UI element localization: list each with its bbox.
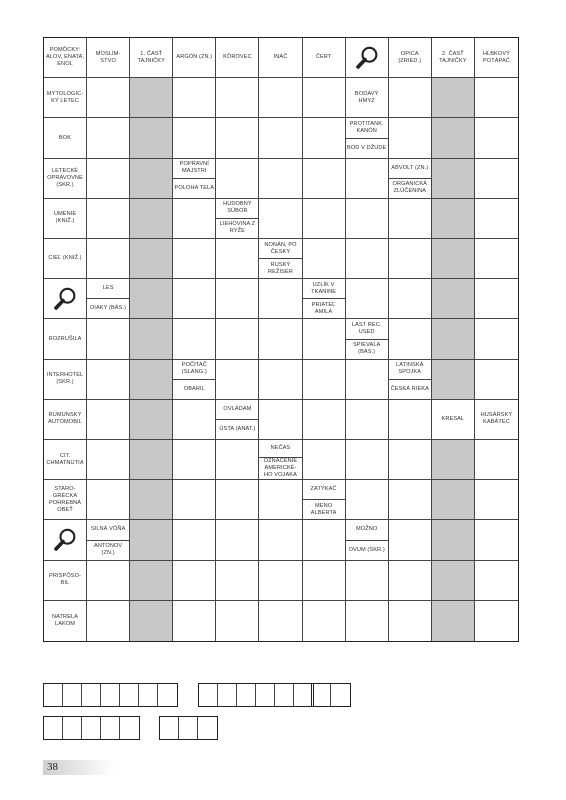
clue-text: INTERHOTEL (SKR.) bbox=[46, 372, 84, 386]
header-clue-cell bbox=[432, 38, 475, 78]
answer-cell[interactable] bbox=[259, 480, 302, 520]
clue-text: POPRAVNÍ MAJSTRI bbox=[179, 161, 209, 175]
answer-cell[interactable] bbox=[475, 279, 518, 319]
answer-cell[interactable] bbox=[87, 118, 130, 158]
clue-text: KÔROVEC bbox=[223, 54, 252, 61]
clue-bottom bbox=[389, 179, 431, 198]
answer-cell[interactable] bbox=[475, 159, 518, 199]
answer-cell[interactable] bbox=[87, 480, 130, 520]
clue-text: OZNAČENIE AMERICKÉ-HO VOJAKA bbox=[263, 458, 298, 479]
clue-cell bbox=[44, 601, 87, 641]
clue-top bbox=[389, 159, 431, 179]
clue-bottom bbox=[216, 420, 258, 439]
clue-text: CIT. CHMATNUTIA bbox=[46, 452, 84, 466]
answer-cell[interactable] bbox=[259, 601, 302, 641]
magnifier-icon bbox=[44, 520, 87, 560]
clue-text: ARGÓN (ZN.) bbox=[176, 54, 213, 61]
answer-cell[interactable] bbox=[259, 400, 302, 440]
solution-box[interactable] bbox=[158, 684, 177, 706]
clue-text: POČÍTAČ (SLANG.) bbox=[181, 362, 207, 376]
solution-box[interactable] bbox=[82, 684, 101, 706]
clue-cell bbox=[432, 400, 475, 440]
magnifier-icon bbox=[354, 45, 380, 71]
clue-text: LETECKÉ OPRAVOVNE (SKR.) bbox=[47, 167, 83, 188]
answer-cell[interactable] bbox=[303, 199, 346, 239]
answer-cell[interactable] bbox=[87, 159, 130, 199]
answer-cell[interactable] bbox=[303, 78, 346, 118]
clue-top bbox=[87, 520, 129, 540]
answer-cell[interactable] bbox=[346, 159, 389, 199]
clue-text: NONÁN, PO ČESKY bbox=[264, 241, 297, 255]
clue-text: OPICA (ZRIED.) bbox=[398, 50, 422, 64]
answer-cell[interactable] bbox=[216, 319, 259, 359]
secret-answer-cell[interactable] bbox=[130, 319, 173, 359]
secret-answer-cell[interactable] bbox=[432, 239, 475, 279]
clue-cell bbox=[44, 400, 87, 440]
answer-cell[interactable] bbox=[216, 520, 259, 560]
clue-text: NATRELA LAKOM bbox=[51, 613, 79, 627]
clue-bottom bbox=[259, 458, 301, 479]
page-number: 38 bbox=[43, 760, 115, 775]
answer-cell[interactable] bbox=[303, 118, 346, 158]
solution-box[interactable] bbox=[120, 684, 139, 706]
solution-box[interactable] bbox=[63, 717, 82, 739]
solution-box[interactable] bbox=[120, 717, 139, 739]
answer-cell[interactable] bbox=[173, 279, 216, 319]
clue-cell bbox=[44, 118, 87, 158]
clue-bottom bbox=[87, 299, 129, 318]
clue-top bbox=[303, 480, 345, 500]
solution-boxes bbox=[43, 683, 443, 743]
secret-answer-cell[interactable] bbox=[130, 159, 173, 199]
clue-text: ÚSTA (ANAT.) bbox=[219, 425, 256, 432]
answer-cell[interactable] bbox=[87, 360, 130, 400]
clue-text: ČESKÁ RIEKA bbox=[390, 385, 429, 392]
answer-cell[interactable] bbox=[475, 319, 518, 359]
answer-cell[interactable] bbox=[389, 319, 432, 359]
clue-cell bbox=[44, 78, 87, 118]
solution-box[interactable] bbox=[160, 717, 179, 739]
split-clue-cell bbox=[303, 480, 346, 520]
solution-box[interactable] bbox=[237, 684, 256, 706]
clue-bottom bbox=[216, 219, 258, 238]
answer-cell[interactable] bbox=[389, 440, 432, 480]
clue-text: INÁČ bbox=[273, 54, 288, 61]
clue-top bbox=[389, 360, 431, 380]
split-clue-cell bbox=[259, 239, 302, 279]
split-clue-cell bbox=[87, 520, 130, 560]
answer-cell[interactable] bbox=[259, 520, 302, 560]
header-clue-cell bbox=[259, 38, 302, 78]
clue-top bbox=[259, 440, 301, 458]
secret-answer-cell[interactable] bbox=[130, 400, 173, 440]
solution-box[interactable] bbox=[218, 684, 237, 706]
answer-cell[interactable] bbox=[389, 78, 432, 118]
clue-bottom bbox=[173, 380, 215, 399]
answer-cell[interactable] bbox=[259, 78, 302, 118]
answer-cell[interactable] bbox=[389, 279, 432, 319]
clue-text: LIEHOVINA Z RYŽE bbox=[219, 221, 256, 235]
answer-cell[interactable] bbox=[216, 480, 259, 520]
answer-cell[interactable] bbox=[475, 360, 518, 400]
header-clue-cell bbox=[389, 38, 432, 78]
split-clue-cell bbox=[173, 360, 216, 400]
clue-text: HĹBKOVÝ POTÁPAČ bbox=[482, 50, 511, 64]
answer-cell[interactable] bbox=[346, 279, 389, 319]
clue-top bbox=[173, 159, 215, 179]
answer-cell[interactable] bbox=[389, 400, 432, 440]
answer-cell[interactable] bbox=[346, 561, 389, 601]
split-clue-cell bbox=[87, 279, 130, 319]
answer-cell[interactable] bbox=[173, 440, 216, 480]
clue-cell bbox=[44, 360, 87, 400]
answer-cell[interactable] bbox=[259, 561, 302, 601]
answer-cell[interactable] bbox=[303, 400, 346, 440]
answer-cell[interactable] bbox=[346, 480, 389, 520]
clue-text: MOSLIM-STVO bbox=[95, 50, 121, 64]
answer-cell[interactable] bbox=[216, 279, 259, 319]
answer-cell[interactable] bbox=[475, 239, 518, 279]
clue-text: BODAVÝ HMYZ bbox=[354, 90, 379, 104]
clue-text: NEČAS bbox=[270, 445, 291, 452]
clue-text: LAST REC. USED bbox=[351, 321, 382, 335]
solution-box[interactable] bbox=[101, 684, 120, 706]
clue-text: LATINSKÁ SPOJKA bbox=[396, 362, 424, 376]
answer-cell[interactable] bbox=[346, 601, 389, 641]
clue-bottom bbox=[87, 541, 129, 560]
split-clue-cell bbox=[389, 360, 432, 400]
clue-text: RUSKÝ REŽISÉR bbox=[268, 261, 293, 275]
clue-text: ZATÝKAČ bbox=[310, 486, 337, 493]
secret-answer-cell[interactable] bbox=[130, 480, 173, 520]
header-clue-cell bbox=[44, 38, 87, 78]
answer-cell[interactable] bbox=[303, 440, 346, 480]
clue-cell bbox=[44, 159, 87, 199]
secret-answer-cell[interactable] bbox=[432, 440, 475, 480]
answer-cell[interactable] bbox=[216, 360, 259, 400]
secret-answer-cell[interactable] bbox=[432, 520, 475, 560]
answer-cell[interactable] bbox=[259, 118, 302, 158]
secret-answer-cell[interactable] bbox=[130, 199, 173, 239]
secret-answer-cell[interactable] bbox=[130, 360, 173, 400]
answer-cell[interactable] bbox=[389, 561, 432, 601]
clue-top bbox=[173, 360, 215, 380]
header-clue-cell bbox=[216, 38, 259, 78]
secret-answer-cell[interactable] bbox=[432, 480, 475, 520]
split-clue-cell bbox=[389, 159, 432, 199]
solution-word-1[interactable] bbox=[43, 683, 178, 707]
answer-cell[interactable] bbox=[259, 199, 302, 239]
answer-cell[interactable] bbox=[389, 520, 432, 560]
clue-text: LES bbox=[102, 285, 114, 292]
answer-cell[interactable] bbox=[87, 440, 130, 480]
solution-box[interactable] bbox=[101, 717, 120, 739]
answer-cell[interactable] bbox=[303, 561, 346, 601]
clue-cell bbox=[44, 440, 87, 480]
answer-cell[interactable] bbox=[303, 601, 346, 641]
secret-answer-cell[interactable] bbox=[130, 279, 173, 319]
answer-cell[interactable] bbox=[346, 360, 389, 400]
clue-text: KRESAL bbox=[441, 415, 465, 422]
answer-cell[interactable] bbox=[87, 601, 130, 641]
split-clue-cell bbox=[216, 199, 259, 239]
clue-text: ROZRUŠILA bbox=[48, 335, 82, 342]
clue-text: POLOHA TELA bbox=[174, 184, 215, 191]
secret-answer-cell[interactable] bbox=[130, 601, 173, 641]
answer-cell[interactable] bbox=[173, 400, 216, 440]
answer-cell[interactable] bbox=[173, 601, 216, 641]
secret-answer-cell[interactable] bbox=[432, 78, 475, 118]
split-clue-cell bbox=[303, 279, 346, 319]
clue-text: MENO ALBERTA bbox=[310, 502, 337, 516]
clue-top bbox=[346, 520, 388, 540]
clue-text: OBARIL bbox=[183, 385, 205, 392]
magnifier-icon bbox=[52, 286, 78, 312]
magnifier-icon bbox=[52, 527, 78, 553]
split-clue-cell bbox=[259, 440, 302, 480]
clue-text: PROTITANK. KANÓN bbox=[349, 120, 384, 134]
answer-cell[interactable] bbox=[303, 239, 346, 279]
clue-bottom bbox=[303, 500, 345, 519]
clue-text: POMÔCKY: ALOV, ENATA, ENOL bbox=[45, 47, 85, 68]
answer-cell[interactable] bbox=[346, 400, 389, 440]
secret-answer-cell[interactable] bbox=[432, 601, 475, 641]
answer-cell[interactable] bbox=[389, 239, 432, 279]
secret-answer-cell[interactable] bbox=[130, 520, 173, 560]
clue-text: BOD V DŽUDE bbox=[347, 144, 387, 151]
solution-box[interactable] bbox=[139, 684, 158, 706]
secret-answer-cell[interactable] bbox=[432, 360, 475, 400]
clue-text: PRISPÔSO-BIL bbox=[49, 573, 82, 587]
header-clue-cell bbox=[303, 38, 346, 78]
header-clue-cell bbox=[173, 38, 216, 78]
header-clue-cell bbox=[475, 38, 518, 78]
clue-cell bbox=[475, 400, 518, 440]
answer-cell[interactable] bbox=[303, 520, 346, 560]
answer-cell[interactable] bbox=[303, 319, 346, 359]
clue-text: DIAKY (BÁS.) bbox=[90, 305, 127, 312]
solution-box[interactable] bbox=[82, 717, 101, 739]
solution-box[interactable] bbox=[179, 717, 198, 739]
solution-box[interactable] bbox=[199, 684, 218, 706]
clue-text: PRIATEĽ AMILA bbox=[311, 301, 336, 315]
clue-text: UZLÍK V TKANINE bbox=[311, 281, 337, 295]
solution-box[interactable] bbox=[198, 717, 217, 739]
header-clue-cell bbox=[130, 38, 173, 78]
secret-answer-cell[interactable] bbox=[432, 319, 475, 359]
clue-text: UMENIE (KNIŽ.) bbox=[53, 211, 77, 225]
secret-answer-cell[interactable] bbox=[432, 118, 475, 158]
magnifier-icon bbox=[44, 279, 87, 319]
clue-top bbox=[346, 319, 388, 339]
answer-cell[interactable] bbox=[475, 601, 518, 641]
answer-cell[interactable] bbox=[475, 440, 518, 480]
clue-text: ČERT bbox=[315, 54, 332, 61]
clue-text: RUMUNSKÝ AUTOMOBIL bbox=[48, 412, 82, 426]
solution-word-5[interactable] bbox=[159, 716, 218, 740]
solution-word-2[interactable] bbox=[198, 683, 314, 707]
solution-box[interactable] bbox=[44, 684, 63, 706]
solution-box[interactable] bbox=[44, 717, 63, 739]
answer-cell[interactable] bbox=[475, 78, 518, 118]
answer-cell[interactable] bbox=[173, 118, 216, 158]
answer-cell[interactable] bbox=[475, 199, 518, 239]
answer-cell[interactable] bbox=[216, 239, 259, 279]
clue-cell bbox=[44, 561, 87, 601]
clue-top bbox=[303, 279, 345, 299]
answer-cell[interactable] bbox=[389, 118, 432, 158]
answer-cell[interactable] bbox=[216, 78, 259, 118]
clue-top bbox=[216, 199, 258, 219]
answer-cell[interactable] bbox=[216, 561, 259, 601]
clue-bottom bbox=[303, 299, 345, 318]
clue-bottom bbox=[259, 259, 301, 278]
header-clue-cell bbox=[87, 38, 130, 78]
clue-bottom bbox=[346, 139, 388, 158]
answer-cell[interactable] bbox=[216, 440, 259, 480]
split-clue-cell bbox=[216, 400, 259, 440]
clue-cell bbox=[44, 199, 87, 239]
answer-cell[interactable] bbox=[303, 360, 346, 400]
clue-text: OVLÁDAM bbox=[223, 405, 252, 412]
answer-cell[interactable] bbox=[346, 239, 389, 279]
answer-cell[interactable] bbox=[173, 78, 216, 118]
answer-cell[interactable] bbox=[475, 561, 518, 601]
clue-cell bbox=[346, 78, 389, 118]
answer-cell[interactable] bbox=[346, 440, 389, 480]
answer-cell[interactable] bbox=[475, 480, 518, 520]
answer-cell[interactable] bbox=[346, 199, 389, 239]
secret-answer-cell[interactable] bbox=[432, 159, 475, 199]
secret-answer-cell[interactable] bbox=[432, 561, 475, 601]
secret-answer-cell[interactable] bbox=[432, 279, 475, 319]
answer-cell[interactable] bbox=[173, 239, 216, 279]
answer-cell[interactable] bbox=[389, 480, 432, 520]
clue-text: HUSÁRSKY KABÁTEC bbox=[480, 412, 513, 426]
clue-bottom bbox=[346, 541, 388, 560]
clue-text: 2. ČASŤ TAJNIČKY bbox=[439, 50, 467, 64]
answer-cell[interactable] bbox=[87, 561, 130, 601]
answer-cell[interactable] bbox=[87, 78, 130, 118]
solution-word-4[interactable] bbox=[43, 716, 140, 740]
secret-answer-cell[interactable] bbox=[432, 199, 475, 239]
secret-answer-cell[interactable] bbox=[130, 118, 173, 158]
answer-cell[interactable] bbox=[173, 480, 216, 520]
clue-top bbox=[87, 279, 129, 299]
answer-cell[interactable] bbox=[87, 319, 130, 359]
answer-cell[interactable] bbox=[173, 520, 216, 560]
clue-text: ANTONOV (ZN.) bbox=[93, 543, 123, 557]
clue-cell bbox=[44, 480, 87, 520]
solution-word-3[interactable] bbox=[311, 683, 351, 707]
crossword-grid bbox=[43, 37, 519, 642]
secret-answer-cell[interactable] bbox=[130, 561, 173, 601]
split-clue-cell bbox=[173, 159, 216, 199]
clue-text: MOŽNO bbox=[356, 526, 378, 533]
answer-cell[interactable] bbox=[87, 199, 130, 239]
answer-cell[interactable] bbox=[475, 118, 518, 158]
clue-text: ABVOLT (ZN.) bbox=[391, 164, 429, 171]
clue-bottom bbox=[389, 380, 431, 399]
answer-cell[interactable] bbox=[259, 279, 302, 319]
clue-top bbox=[259, 239, 301, 259]
answer-cell[interactable] bbox=[259, 319, 302, 359]
clue-text: ORGANICKÁ ZLÚČENINA bbox=[392, 181, 427, 195]
clue-cell bbox=[44, 239, 87, 279]
split-clue-cell bbox=[346, 319, 389, 359]
answer-cell[interactable] bbox=[259, 360, 302, 400]
clue-text: CIEĽ (KNIŽ.) bbox=[48, 255, 82, 262]
clue-bottom bbox=[173, 179, 215, 198]
clue-text: MYTOLOGIC-KÝ LETEC bbox=[46, 90, 84, 104]
split-clue-cell bbox=[346, 520, 389, 560]
solution-box[interactable] bbox=[275, 684, 294, 706]
clue-top bbox=[346, 118, 388, 138]
magnifier-icon bbox=[346, 38, 389, 78]
answer-cell[interactable] bbox=[173, 199, 216, 239]
answer-cell[interactable] bbox=[389, 199, 432, 239]
clue-text: SPIEVALA (BÁS.) bbox=[352, 342, 381, 356]
secret-answer-cell[interactable] bbox=[130, 440, 173, 480]
clue-bottom bbox=[346, 340, 388, 359]
answer-cell[interactable] bbox=[173, 561, 216, 601]
secret-answer-cell[interactable] bbox=[130, 78, 173, 118]
answer-cell[interactable] bbox=[87, 239, 130, 279]
split-clue-cell bbox=[346, 118, 389, 158]
clue-text: BOK bbox=[58, 134, 72, 141]
solution-box[interactable] bbox=[331, 684, 350, 706]
clue-text: STARO-GRÉCKA POHREBNÁ OBEŤ bbox=[48, 485, 82, 513]
solution-box[interactable] bbox=[312, 684, 331, 706]
answer-cell[interactable] bbox=[303, 159, 346, 199]
clue-text: OVUM (SKR.) bbox=[348, 546, 385, 553]
secret-answer-cell[interactable] bbox=[130, 239, 173, 279]
answer-cell[interactable] bbox=[216, 601, 259, 641]
clue-text: HUDOBNÝ SÚBOR bbox=[223, 201, 252, 215]
clue-cell bbox=[44, 319, 87, 359]
answer-cell[interactable] bbox=[259, 159, 302, 199]
answer-cell[interactable] bbox=[216, 159, 259, 199]
answer-cell[interactable] bbox=[389, 601, 432, 641]
answer-cell[interactable] bbox=[216, 118, 259, 158]
clue-text: SILNÁ VÔŇA bbox=[90, 526, 126, 533]
answer-cell[interactable] bbox=[87, 400, 130, 440]
solution-box[interactable] bbox=[256, 684, 275, 706]
answer-cell[interactable] bbox=[173, 319, 216, 359]
clue-text: 1. ČASŤ TAJNIČKY bbox=[137, 50, 165, 64]
answer-cell[interactable] bbox=[475, 520, 518, 560]
clue-top bbox=[216, 400, 258, 420]
solution-box[interactable] bbox=[63, 684, 82, 706]
